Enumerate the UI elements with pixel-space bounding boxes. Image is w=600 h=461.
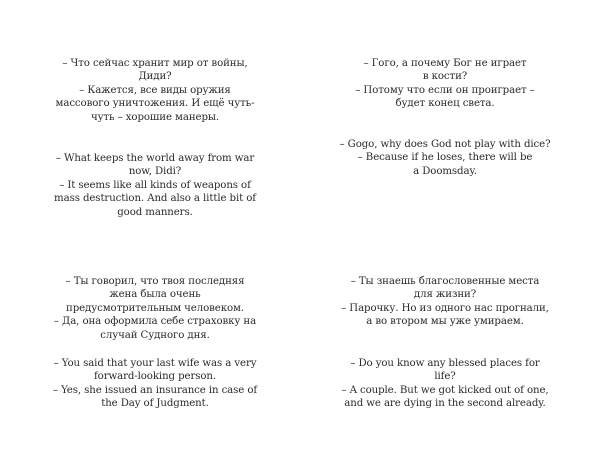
dialogue-1 [20, 57, 290, 124]
text-line: случай Судного дня. [100, 329, 210, 341]
text-line: mass destruction. And also a little bit of [54, 193, 256, 205]
dialogue-4-english-wrap [310, 357, 580, 411]
text-line: and we are dying in the second already. [344, 398, 546, 410]
text-line: – Потому что если он проиграет – [355, 84, 535, 96]
text-line: Диди? [138, 71, 172, 83]
dialogue-3 [20, 275, 290, 342]
text-line: чуть – хорошие манеры. [90, 111, 220, 123]
text-line: – Кажется, все виды оружия [79, 84, 231, 96]
dialogue-3-russian [20, 275, 290, 342]
dialogue-1-english [20, 152, 290, 219]
dialogue-4-english [310, 357, 580, 411]
text-line: массового уничтожения. И ещё чуть- [55, 98, 255, 110]
text-line: а во втором мы уже умираем. [366, 316, 524, 328]
dialogue-2-russian [310, 57, 580, 111]
text-line: – Что сейчас хранит мир от войны, [62, 58, 248, 69]
text-line: будет конец света. [395, 98, 495, 110]
text-line: – Do you know any blessed places for [350, 358, 540, 369]
text-line: – Гого, а почему Бог не играет [363, 58, 527, 69]
text-line: – You said that your last wife was a very [53, 358, 257, 369]
dialogue-2-english-wrap [310, 138, 580, 178]
text-line: – Парочку. Но из одного нас прогнали, [341, 302, 549, 314]
text-line: предусмотрительным человеком. [66, 302, 244, 314]
text-line: the Day of Judgment. [101, 398, 209, 410]
text-line: – Because if he loses, there will be [357, 152, 533, 164]
text-line: жена была очень [109, 289, 201, 301]
text-line: – Yes, she issued an insurance in case of [52, 384, 258, 396]
dialogue-2-english [310, 138, 580, 178]
dialogue-1-russian [20, 57, 290, 124]
text-line: a Doomsday. [413, 165, 477, 177]
text-line: в кости? [422, 71, 468, 83]
text-line: life? [434, 371, 456, 383]
text-line: для жизни? [413, 289, 477, 301]
text-line: – It seems like all kinds of weapons of [59, 179, 251, 191]
text-line: – Ты говорил, что твоя последняя [65, 276, 245, 287]
dialogue-3-english-wrap [20, 357, 290, 411]
dialogue-3-english [20, 357, 290, 411]
text-line: good manners. [117, 206, 193, 218]
text-line: – What keeps the world away from war [55, 153, 255, 164]
dialogue-1-english-wrap [20, 152, 290, 219]
text-line: forward-looking person. [94, 371, 216, 383]
dialogue-4-russian [310, 275, 580, 329]
text-line: – Да, она оформила себе страховку на [53, 316, 257, 328]
dialogue-4 [310, 275, 580, 329]
text-line: – Gogo, why does God not play with dice? [339, 139, 551, 150]
text-line: – A couple. But we got kicked out of one, [341, 384, 549, 396]
text-line: now, Didi? [128, 166, 182, 178]
text-line: – Ты знаешь благословенные места [350, 276, 540, 287]
dialogue-2 [310, 57, 580, 111]
